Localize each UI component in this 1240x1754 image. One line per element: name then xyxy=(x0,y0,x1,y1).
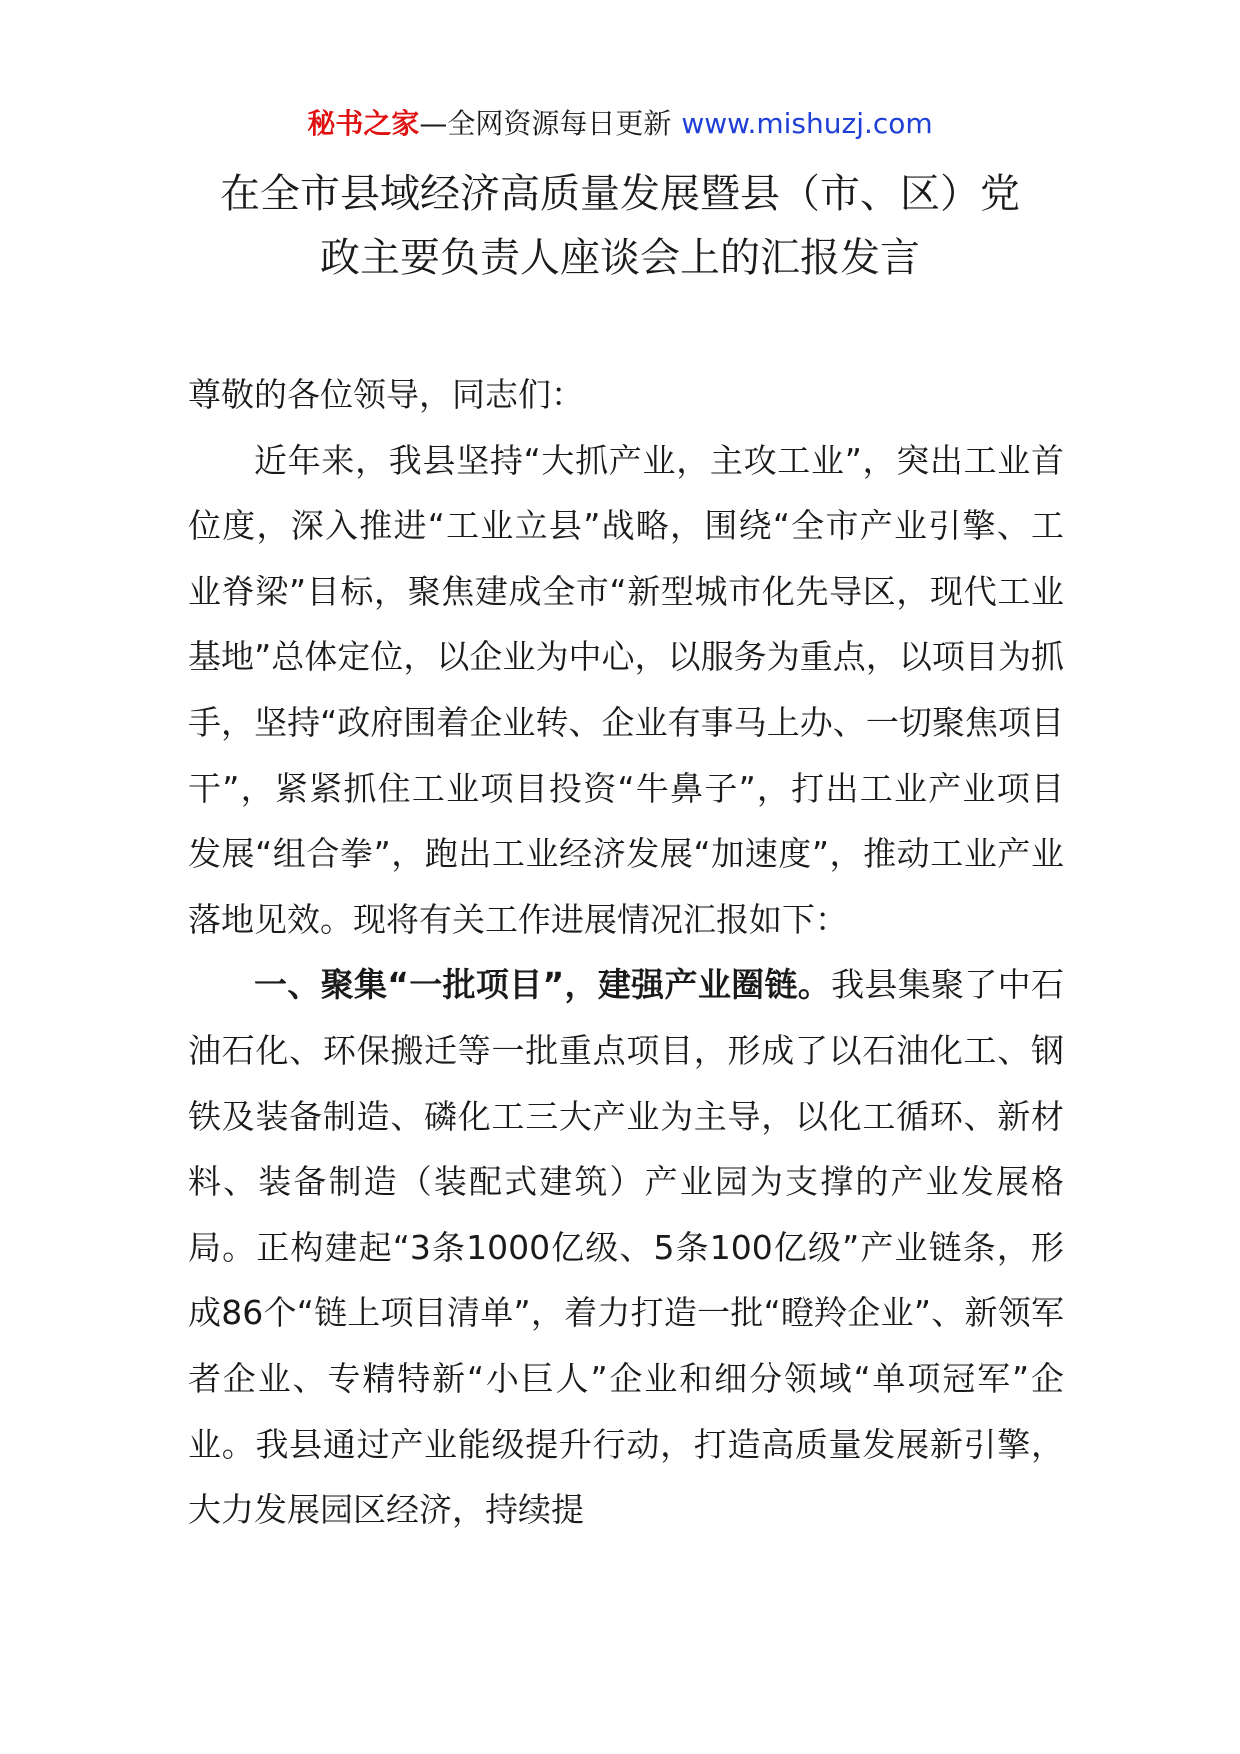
section-1-body: 我县集聚了中石油石化、环保搬迁等一批重点项目，形成了以石油化工、钢铁及装备制造、磷化工三大产业为主导，以化工循环、新材料、装备制造（装配式建筑）产业园为支撑的产业发展格局。正构建起“3条1000亿级、5条100亿级”产业链条，形成86个“链上项目清单”，着力打造一批“瞪羚企业”、新领军者企业、专精特新“小巨人”企业和细分领域“单项冠军”企业。我县通过产业能级提升行动，打造高质量发展新引擎，大力发展园区经济，持续提 xyxy=(188,965,1064,1530)
paragraph-intro: 近年来，我县坚持“大抓产业，主攻工业”，突出工业首位度，深入推进“工业立县”战略，围绕“全市产业引擎、工业脊梁”目标，聚焦建成全市“新型城市化先导区，现代工业基地”总体定位，以企业为中心，以服务为重点，以项目为抓手，坚持“政府围着企业转、企业有事马上办、一切聚焦项目干”，紧紧抓住工业项目投资“牛鼻子”，打出工业产业项目发展“组合拳”，跑出工业经济发展“加速度”，推动工业产业落地见效。现将有关工作进展情况汇报如下： xyxy=(188,440,1064,939)
section-1-heading: 一、聚集“一批项目”，建强产业圈链。 xyxy=(254,965,832,1005)
paragraph-section-1 xyxy=(188,952,1064,1542)
document-title xyxy=(100,162,1140,290)
document-body xyxy=(188,362,1064,1543)
greeting: 尊敬的各位领导，同志们： xyxy=(188,375,584,414)
title-line-2: 政主要负责人座谈会上的汇报发言 xyxy=(320,235,920,281)
site-header xyxy=(0,104,1240,144)
title-line-1: 在全市县域经济高质量发展暨县（市、区）党 xyxy=(220,171,1020,217)
brand-name: 秘书之家 xyxy=(307,107,420,140)
site-url-link[interactable]: www.mishuzj.com xyxy=(681,107,933,140)
header-slogan: —全网资源每日更新 xyxy=(419,107,672,140)
